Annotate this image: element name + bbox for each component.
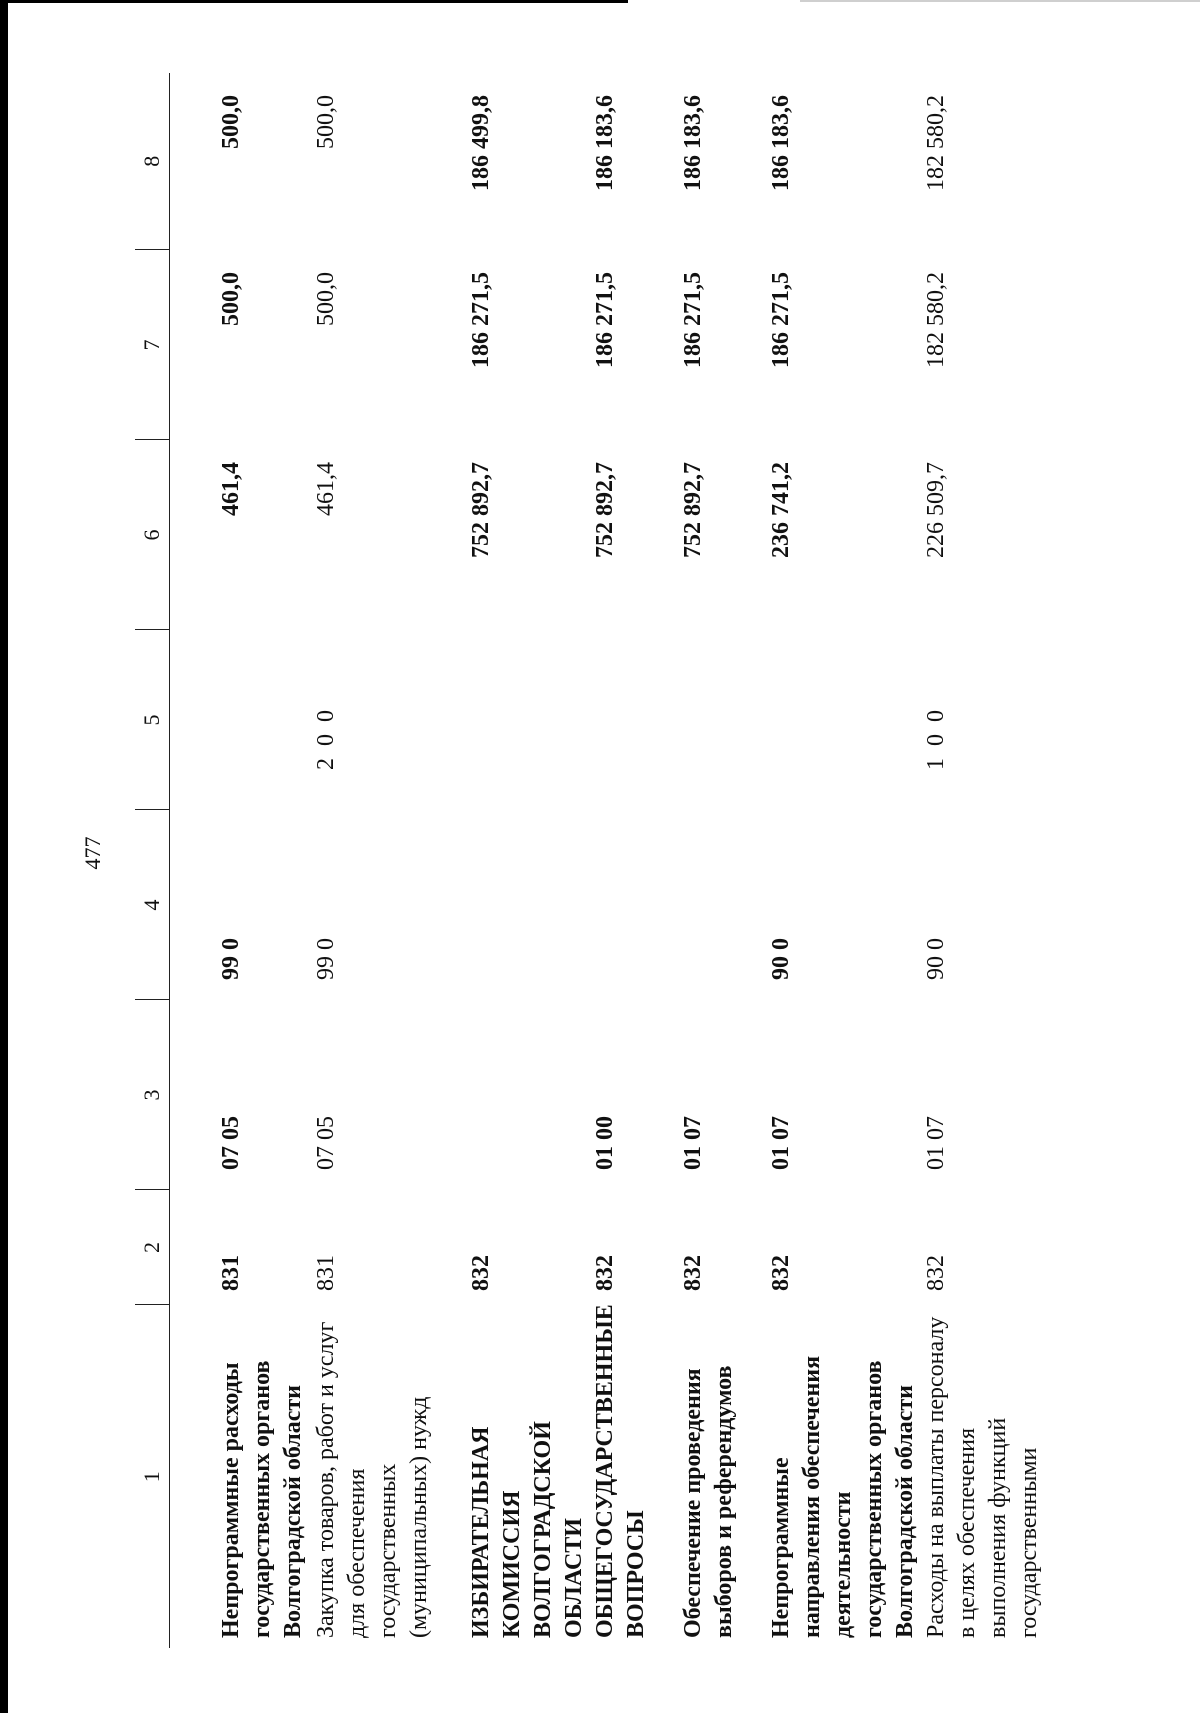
cell-col-3: 01 07 [680,1116,706,1170]
cell-col-7: 186 271,5 [680,272,706,368]
cell-col-6: 752 892,7 [468,462,494,558]
cell-col-2: 832 [468,1255,494,1291]
cell-col-5: 1 0 0 [923,707,949,770]
cell-col-6: 236 741,2 [768,462,794,558]
row-name: ИЗБИРАТЕЛЬНАЯ КОМИССИЯ ВОЛГОГРАДСКОЙ ОБЛАСТИ [468,1421,587,1638]
cell-col-7: 186 271,5 [768,272,794,368]
cell-col-6: 226 509,7 [923,462,949,558]
table-row [766,73,921,1648]
cell-col-2: 831 [313,1255,339,1291]
cell-col-6: 752 892,7 [592,462,618,558]
page-number: 477 [80,836,105,870]
cell-col-3 [466,1000,590,1190]
budget-table-container [135,73,1081,1648]
cell-col-4 [590,810,678,1000]
cell-col-5 [590,630,678,810]
cell-col-8: 186 499,8 [468,95,494,191]
cell-col-5 [678,630,766,810]
table-row [678,73,766,1648]
cell-col-8: 500,0 [218,95,244,149]
cell-col-3: 01 07 [923,1116,949,1170]
header-col-1: 1 [135,1305,170,1648]
row-name: Непрограммные направления обеспечения деятельности государственных органов Волгоградской области [768,1355,918,1638]
row-name: ОБЩЕГОСУДАРСТВЕННЫЕ ВОПРОСЫ [592,1304,649,1638]
cell-col-3: 07 05 [218,1116,244,1170]
header-col-3: 3 [135,1000,170,1190]
header-col-7: 7 [135,250,170,440]
budget-table [135,73,1081,1648]
header-row [135,73,170,1648]
cell-col-4: 90 0 [923,938,949,980]
cell-col-4 [678,810,766,1000]
cell-col-8: 186 183,6 [592,95,618,191]
cell-col-2: 832 [768,1255,794,1291]
table-row [170,73,312,1648]
cell-col-2: 832 [680,1255,706,1291]
cell-col-7: 182 580,2 [923,272,949,368]
cell-col-5 [766,630,921,810]
cell-col-6: 752 892,7 [680,462,706,558]
cell-col-7: 186 271,5 [592,272,618,368]
cell-col-4: 99 0 [218,938,244,980]
row-name: Расходы на выплаты персоналу в целях обеспечения выполнения функций государственными [923,1316,1042,1638]
row-name: Закупка товаров, работ и услуг для обеспечения государственных (муниципальных) нужд [313,1321,432,1638]
cell-col-7: 500,0 [218,272,244,326]
cell-col-3: 01 07 [768,1116,794,1170]
table-row [921,73,1081,1648]
cell-col-5 [466,630,590,810]
cell-col-8: 500,0 [313,95,339,149]
cell-col-4: 99 0 [313,938,339,980]
cell-col-7: 500,0 [313,272,339,326]
cell-col-6: 461,4 [218,462,244,516]
row-name: Непрограммные расходы государственных органов Волгоградской области [218,1360,306,1638]
header-col-8: 8 [135,73,170,250]
cell-col-7: 186 271,5 [468,272,494,368]
header-col-5: 5 [135,630,170,810]
header-col-6: 6 [135,440,170,630]
table-row [311,73,466,1648]
cell-col-8: 182 580,2 [923,95,949,191]
header-col-4: 4 [135,810,170,1000]
cell-col-5: 2 0 0 [313,707,339,770]
cell-col-3: 07 05 [313,1116,339,1170]
row-name: Обеспечение проведения выборов и референдумов [680,1365,737,1638]
table-row [466,73,590,1648]
table-row [590,73,678,1648]
cell-col-8: 186 183,6 [680,95,706,191]
cell-col-4: 90 0 [768,938,794,980]
cell-col-2: 831 [218,1255,244,1291]
cell-col-8: 186 183,6 [768,95,794,191]
cell-col-2: 832 [923,1255,949,1291]
cell-col-6: 461,4 [313,462,339,516]
cell-col-4 [466,810,590,1000]
cell-col-5 [170,630,312,810]
header-col-2: 2 [135,1190,170,1305]
cell-col-2: 832 [592,1255,618,1291]
cell-col-3: 01 00 [592,1116,618,1170]
